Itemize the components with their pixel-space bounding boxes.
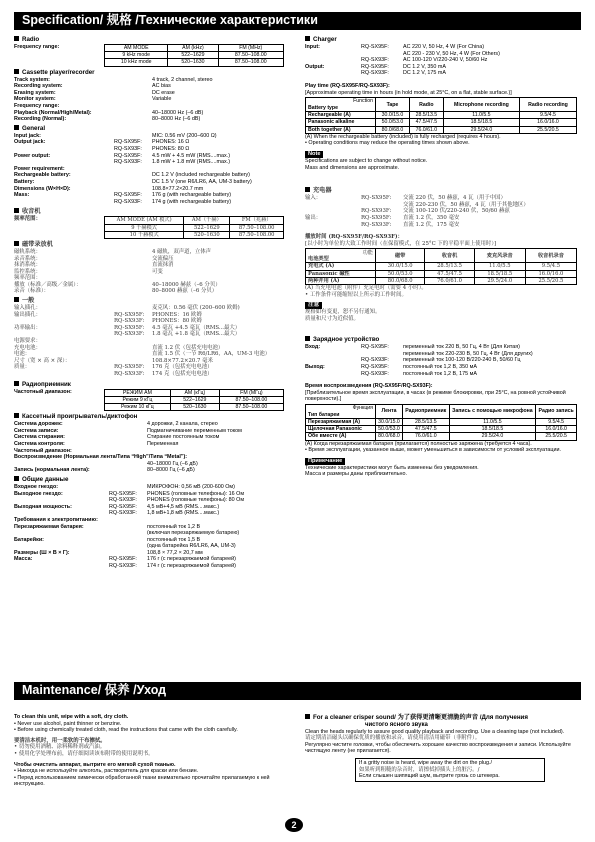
maint-en-heading: To clean this unit, wipe with a soft, dry cloth. — [14, 714, 129, 720]
play-time-table: Функция Тип батареи Лента Радиоприемник Запись с помощью микрофона Радио запись Перезаряжаемая (A) 30.0/15.0 28.5/13.5 11.0/5.5 9.5/4.5 Щелочная Panasonic 50.0/53.0 47.5/47.5 18.5/18.5 16.0/16.0 Обе вместе (A) 80.0/68.0 76.0/61.0 29.5/24.0 25.5/20.5 — [305, 404, 577, 441]
spec-row: 录音（标准）： 80–8000 赫兹（–6 分贝） — [14, 288, 218, 295]
play-time-heading: Время воспроизведения (RQ-SX95F/RQ-SX93F): — [305, 383, 433, 390]
note-line: Масса и размеры даны приблизительно. — [305, 471, 407, 478]
section-heading: Общие данные — [14, 476, 292, 484]
memo-en: If a gritty noise is heard, wipe away the dirt on the plug./ — [359, 759, 493, 766]
maint-cn-b0: • 切勿使用酒精、涂料稀释剂或汽油。 — [14, 744, 106, 751]
note-line: 规格如有变更，恕不另行通知。 — [305, 309, 381, 316]
spec-row: RQ-SX93F: 174 克（包括充电电池） — [114, 371, 213, 377]
page-number: 2 — [285, 818, 303, 832]
spec-row: Батарейки: постоянный ток 1,5 В — [14, 536, 201, 543]
section-square-icon — [14, 125, 19, 130]
spec-row: Система контроля: Переменная — [14, 440, 179, 447]
spec-row: RQ-SX93F: PHONES: 80 Ω — [114, 145, 190, 152]
spec-row: Система дорожек: 4 дорожки, 2 канала, стерео — [14, 421, 218, 428]
spec-row: Воспроизведение (Нормальная лента/Типа “High”/Типа “Metal”): — [14, 454, 188, 461]
english-specs — [14, 36, 292, 205]
maint-en-b1: • Before using chemically treated cloth, read the instructions that came with the cloth carefully. — [14, 727, 238, 734]
clean-heads-heading: For a cleaner crisper sound/ 为了获得更清晰更清脆的声音 /Для получения — [305, 714, 583, 722]
chinese-charger — [305, 187, 583, 322]
spec-row: RQ-SX93F: 174 g (with rechargeable battery) — [114, 198, 232, 205]
freq-range-row: 频率范围： AM MODE (AM 模式) AM（千赫） FM（兆赫） 9 千赫模式 522–1629 87.50–108.00 10 千赫模式 520–1630 87.50–108.00 — [14, 216, 292, 239]
table-corner: Function Battery type — [306, 98, 376, 112]
right-column — [305, 34, 583, 478]
spec-row: Frequency range: — [14, 102, 60, 109]
play-time-note: (A) 当充电电池（附件）充足电时（需要 4 小时）。 — [305, 284, 427, 291]
maint-cn-b1: • 使用化学处理布前，请仔细阅读该布附带的使用说明书。 — [14, 750, 154, 757]
spec-row: Вход: RQ-SX95F: переменный ток 220 В, 50 Гц, 4 Вт (Для Китая) — [305, 344, 520, 351]
section-square-icon — [14, 297, 19, 302]
spec-row: RQ-SX93F: 1.8 毫瓦 +1.8 毫瓦（RMS...最大） — [114, 331, 241, 338]
section-square-icon — [305, 336, 310, 341]
radio-table: AM MODE (AM 模式) AM（千赫） FM（兆赫） 9 千赫模式 522–1629 87.50–108.00 10 千赫模式 520–1630 87.50–108.00 — [104, 216, 284, 239]
spec-row: Recording system: AC bias — [14, 83, 171, 90]
russian-specs — [14, 381, 292, 570]
section-square-icon — [14, 241, 19, 246]
spec-row: Частотный диапазон: — [14, 447, 72, 454]
spec-row: Recording (Normal): 80–8000 Hz (–6 dB) — [14, 116, 201, 123]
clean-cn: 请定期清洁磁头以确保优质的播放和录音。请使用清洁用磁带（非附件）。 — [305, 735, 481, 742]
clean-en: Clean the heads regularly to assure good quality playback and recording. Use a cleaning tape (not included). — [305, 728, 565, 735]
spec-row: RQ-SX93F: DC 1.2 V, 175 mA — [361, 70, 446, 77]
section-square-icon — [14, 381, 19, 386]
spec-row: Output: RQ-SX95F: DC 1.2 V, 350 mA — [305, 63, 446, 70]
spec-row: Перезаряжаемая батарея: постоянный ток 1,2 В — [14, 523, 201, 530]
spec-row: 输出插孔： RQ-SX95F: PHONES：16 欧姆 — [14, 311, 202, 318]
table-corner: 功能 电池类型 — [306, 249, 376, 263]
freq-range-row: Frequency range: AM MODE AM (kHz) FM (MHz) 9 kHz mode 522–1629 87.50–108.00 10 kHz mode 520–1630 87.50–108.00 — [14, 44, 292, 67]
spec-row: 电源要求： — [14, 338, 41, 345]
spec-row: 充电电池： 直流 1.2 伏（包括充电电池） — [14, 344, 224, 351]
note-line: Specifications are subject to change without notice. — [305, 157, 428, 164]
spec-row: Input jack: MIC: 0.56 mV (200–600 Ω) — [14, 132, 217, 139]
note-line: Mass and dimensions are approximate. — [305, 164, 400, 171]
spec-row: Power output: RQ-SX95F: 4.5 mW + 4.5 mW (RMS....max.) — [14, 152, 231, 159]
note-label: Примечание — [305, 458, 345, 465]
spec-row: Запись (нормальная лента): 80–8000 Гц (–6 дБ) — [14, 467, 195, 474]
spec-row: 监控系统： 可变 — [14, 268, 163, 275]
section-heading: Charger — [305, 36, 583, 44]
spec-row: 电池： 直流 1.5 伏（一节 R6/LR6，AA，UM-3 电池） — [14, 351, 271, 358]
note-label: Note — [305, 151, 323, 158]
section-square-icon — [14, 208, 19, 213]
section-heading: 一般 — [14, 297, 292, 305]
left-column — [14, 34, 292, 570]
spec-row: Output jack: RQ-SX95F: PHONES: 16 Ω — [14, 139, 190, 146]
maint-ru-b1: • Перед использованием химически обработанной ткани внимательно прочитайте прилагаемую к ней инструкцию. — [14, 774, 270, 788]
memo-box — [355, 758, 545, 782]
section-heading: Зарядное устройство — [305, 336, 583, 344]
spec-row: RQ-SX93F: 1.8 mW + 1.8 mW (RMS....max.) — [114, 159, 231, 166]
memo-ru: Если слышен шипящий шум, вытрите грязь со штекера. — [359, 773, 500, 780]
spec-row: 录音系统： 交流偏压 — [14, 255, 174, 262]
spec-row: 输出： RQ-SX95F: 直流 1.2 伏，350 毫安 — [305, 214, 460, 221]
section-heading: 磁带录放机 — [14, 241, 292, 249]
spec-row: Система записи: Подмагничивание переменным током — [14, 427, 242, 434]
spec-row: AC 220 - 230 V, 50 Hz, 4 W (For Others) — [403, 50, 500, 57]
spec-row: Track system: 4 track, 2 channel, stereo — [14, 76, 213, 83]
play-time-note: • Время эксплуатации, указанное выше, может уменьшиться в зависимости от условий эксплуатации. — [305, 447, 562, 454]
spec-row: 输入插孔： 麦克风：0.56 毫伏 (200–600 欧姆) — [14, 305, 240, 312]
spec-row: RQ-SX93F: 174 г (с перезаряжаемой батареей) — [109, 563, 236, 570]
section-heading: General — [14, 125, 292, 133]
section-heading: 收音机 — [14, 208, 292, 216]
spec-row: 40–18000 Гц (–6 дБ) — [147, 460, 198, 467]
spec-row: (одна батарейка R6/LR6, AA, UM-3) — [147, 543, 236, 550]
maintenance-banner: Maintenance/ 保养 /Уход — [14, 682, 581, 700]
spec-row: Выход: RQ-SX95F: постоянный ток 1,2 В, 350 мА — [305, 364, 477, 371]
spec-row: Входное гнездо: МИКРОФОН: 0,56 мВ (200-600 Ом) — [14, 483, 235, 490]
spec-row: Battery: DC 1.5 V (one R6/LR6, AA, UM-3 battery) — [14, 178, 252, 185]
spec-row: RQ-SX93F: PHONES：80 欧姆 — [114, 318, 202, 325]
section-heading: Кассетный проигрыватель/диктофон — [14, 413, 292, 421]
play-time-note: • 工作条件可能缩短以上所示的工作时间。 — [305, 291, 407, 298]
section-square-icon — [14, 413, 19, 418]
section-square-icon — [14, 69, 19, 74]
spec-row: 播放（标准／高级／金属）： 40–18000 赫兹（–6 分贝） — [14, 281, 221, 288]
radio-table: AM MODE AM (kHz) FM (MHz) 9 kHz mode 522–1629 87.50–108.00 10 kHz mode 520–1630 87.50–108.00 — [104, 44, 284, 67]
section-square-icon — [14, 476, 19, 481]
spec-row: переменный ток 220-230 В, 50 Гц, 4 Вт (Для других) — [403, 350, 533, 357]
play-time-note: • Operating conditions may reduce the operating times shown above. — [305, 140, 470, 147]
spec-row: Выходная мощность: RQ-SX95F: 4,5 мВ+4,5 мВ (RMS....макс.) — [14, 503, 220, 510]
spec-row: Выходное гнездо: RQ-SX95F: PHONES (головные телефоны): 16 Ом — [14, 490, 245, 497]
english-charger — [305, 36, 583, 171]
russian-charger — [305, 336, 583, 478]
maintenance-left — [14, 714, 296, 788]
spec-row: Требования к электропитанию: — [14, 516, 98, 523]
spec-row: 磁轨系统： 4 磁轨，双声道，立体声 — [14, 248, 212, 255]
section-heading: 充电器 — [305, 187, 583, 195]
maintenance-right — [305, 712, 583, 782]
spec-row: (включая перезаряжаемую батарею) — [147, 530, 240, 537]
spec-row: Rechargeable battery: DC 1.2 V (included rechargeable battery) — [14, 172, 250, 179]
spec-banner: Specification/ 规格 /Технические характеристики — [14, 12, 581, 30]
note-line: 质量和尺寸为近似值。 — [305, 315, 359, 322]
note-line: Технические характеристики могут быть изменены без уведомления. — [305, 464, 479, 471]
maint-en-b0: • Never use alcohol, paint thinner or benzine. — [14, 720, 122, 727]
spec-row: Mass: RQ-SX95F: 176 g (with rechargeable battery) — [14, 192, 232, 199]
play-time-sub: [Приблизительное время эксплуатации, в часах (в режиме блокировки, при 25°C, на ровной устойчивой поверхности).] — [305, 389, 566, 403]
spec-row: RQ-SX93F: переменный ток 100-120 В/220-240 В, 50/60 Гц — [361, 357, 521, 364]
play-time-table: 功能 电池类型 磁带 收音机 麦克风录音 收音机录音 充电式 (A) 30.0/15.0 28.5/13.5 11.0/5.5 9.5/4.5 Panasonic 碱性 50.0/53.0 47.5/47.5 18.5/18.5 16.0/16.0 两种并用 (A) 80.0/68.0 76.0/61.0 29.5/24.0 25.5/20.5 — [305, 248, 577, 285]
spec-row: Размеры (Ш × В × Г): 108,8 × 77,2 × 20,7 мм — [14, 549, 203, 556]
spec-row: RQ-SX93F: AC 100-120 V/220-240 V, 50/60 Hz — [361, 57, 488, 64]
spec-row: 抹消系统： 直流抹消 — [14, 262, 174, 269]
spec-row: RQ-SX93F: постоянный ток 1,2 В, 175 мА — [361, 370, 477, 377]
spec-row: RQ-SX93F: 交流 100-120 伏/220-240 伏，50/60 赫兹 — [361, 208, 510, 215]
note-label: 注意 — [305, 302, 322, 309]
maint-cn-heading: 要清洁本机时，用一柔软的干布擦拭。 — [14, 737, 106, 744]
spec-row: 输入： RQ-SX95F: 交流 220 伏，50 赫兹，4 瓦（用于中国） — [305, 195, 506, 202]
spec-row: Система стирания: Стирание постоянным током — [14, 434, 220, 441]
play-time-note: (A) When the rechargeable battery (included) is fully recharged (requires 4 hours). — [305, 133, 501, 140]
clean-ru: Регулярно чистите головки, чтобы обеспечить хорошее качество воспроизведения и записи. Используйте чистящую ленту (не прилагается). — [305, 741, 571, 755]
spec-row: 质量： RQ-SX95F: 176 克（包括充电电池） — [14, 364, 213, 371]
maint-ru-b0: • Никогда не используйте алкоголь, растворитель для краски или бензин. — [14, 768, 199, 775]
table-corner: Функция Тип батареи — [306, 405, 376, 419]
clean-heads-heading-2: чистого ясного звука — [365, 722, 428, 728]
spec-row: RQ-SX93F: 1,8 мВ+1,8 мВ (RMS....макс.) — [109, 510, 220, 517]
spec-row: Power requirement: — [14, 165, 65, 172]
spec-row: Input: RQ-SX95F: AC 220 V, 50 Hz, 4 W (For China) — [305, 44, 484, 50]
play-time-sub: [以小时为单位的大致工作时间（在保留模式，在 25°C 下的平稳平面上使用时）] — [305, 240, 497, 247]
section-heading: Cassette player/recorder — [14, 69, 292, 77]
radio-table: РЕЖИМ AM AM (кГц) FM (МГц) Режим 9 кГц 522–1629 87.50–108.00 Режим 10 кГц 520–1630 87.50–108.00 — [104, 389, 284, 412]
spec-row: Playback (Normal/High/Metal): 40–18000 Hz (–6 dB) — [14, 109, 204, 116]
chinese-specs — [14, 208, 292, 377]
spec-row: Dimensions (W×H×D): 108.8×77.2×20.7 mm — [14, 185, 204, 192]
section-heading: Radio — [14, 36, 292, 44]
spec-row: RQ-SX93F: PHONES (головные телефоны): 80 Ом — [109, 497, 245, 504]
play-time-table: Function Battery type Tape Radio Microphone recording Radio recording Rechargeable (A) 30.0/15.0 28.5/13.5 11.0/5.5 9.5/4.5 Panasonic alkaline 50.0/53.0 47.5/47.5 18.5/18.5 16.0/16.0 Both together (A) 80.0/68.0 76.0/61.0 29.5/24.0 25.5/20.5 — [305, 97, 577, 134]
spec-row: 功率输出： RQ-SX95F: 4.5 毫瓦 +4.5 毫瓦（RMS...最大） — [14, 324, 241, 331]
section-square-icon — [305, 714, 310, 719]
section-heading: Радиоприемник — [14, 381, 292, 389]
spec-row: Erasing system: DC erase — [14, 89, 175, 96]
maint-ru-heading: Чтобы очистить аппарат, вытрите его мягкой сухой тканью. — [14, 761, 176, 768]
spec-row: Масса: RQ-SX95F: 176 г (с перезаряжаемой батареей) — [14, 556, 236, 563]
play-time-heading: 播放时间 (RQ-SX95F/RQ-SX93F)： — [305, 234, 403, 241]
memo-cn: 如果听到粗糙的杂音时，请擦拭掉插头上的脏污。/ — [359, 766, 480, 773]
play-time-heading: Play time (RQ-SX95F/RQ-SX93F): — [305, 82, 390, 89]
spec-row: 交流 220-230 伏，50 赫兹，4 瓦（用于其他地区） — [403, 201, 529, 208]
spec-row: RQ-SX93F: 直流 1.2 伏，175 毫安 — [361, 221, 460, 228]
spec-row: Monitor system: Variable — [14, 96, 172, 103]
section-square-icon — [305, 36, 310, 41]
spec-row: 频率范围： — [14, 275, 41, 282]
play-time-sub: [Approximate operating time in hours (in hold mode, at 25°C, on a flat, stable surface.)] — [305, 89, 512, 96]
freq-range-row: Частотный диапазон: РЕЖИМ AM AM (кГц) FM (МГц) Режим 9 кГц 522–1629 87.50–108.00 Режим 10 кГц 520–1630 87.50–108.00 — [14, 389, 292, 412]
section-square-icon — [14, 36, 19, 41]
play-time-note: (A) Когда перезаряжаемая батарея (прилагается) полностью заряжена (требуется 4 часа). — [305, 440, 532, 447]
spec-row: 尺寸（宽 × 高 × 深）： 108.8×77.2×20.7 毫米 — [14, 357, 213, 364]
section-square-icon — [305, 187, 310, 192]
